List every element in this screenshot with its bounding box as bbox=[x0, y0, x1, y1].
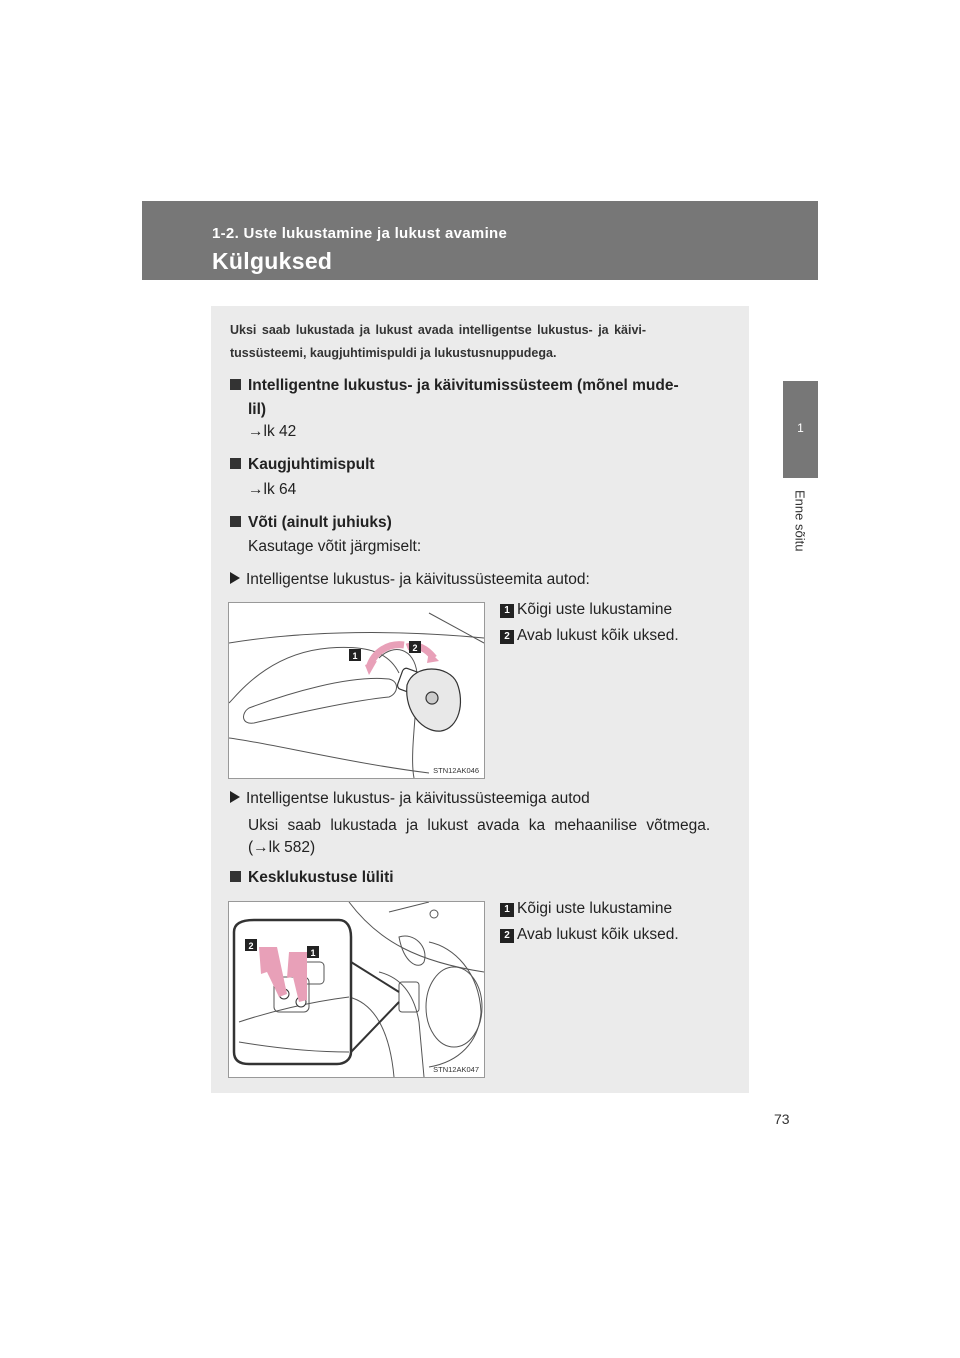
arrow-icon: → bbox=[253, 839, 269, 856]
item-title: Võti (ainult juhiuks) bbox=[248, 514, 392, 531]
sub-body-ref[interactable] bbox=[248, 839, 315, 857]
step-1 bbox=[500, 601, 672, 619]
sub-heading bbox=[230, 571, 590, 589]
lock-switch-illustration bbox=[228, 901, 485, 1078]
svg-text:2: 2 bbox=[412, 643, 418, 653]
square-bullet-icon bbox=[230, 516, 241, 527]
svg-text:1: 1 bbox=[352, 651, 358, 661]
intro-text-line1: Uksi saab lukustada ja lukust avada intelligentse lukustus- ja käivi- bbox=[230, 323, 647, 337]
step-text: Kõigi uste lukustamine bbox=[517, 601, 673, 618]
figure-id: STN12AK047 bbox=[433, 1065, 479, 1074]
page-title: Külguksed bbox=[212, 248, 333, 274]
reference-text: lk 64 bbox=[263, 481, 297, 498]
item-body: Kasutage võtit järgmiselt: bbox=[248, 538, 422, 555]
step-text: Avab lukust kõik uksed. bbox=[517, 926, 679, 943]
step-number-2: 2 bbox=[500, 929, 514, 943]
item-heading bbox=[230, 377, 679, 395]
content-box bbox=[211, 306, 749, 1093]
arrow-icon: → bbox=[248, 481, 264, 498]
item-title: Kesklukustuse lüliti bbox=[248, 869, 394, 886]
arrow-icon: → bbox=[248, 423, 264, 440]
intro-text-line2: tussüsteemi, kaugjuhtimispuldi ja lukustusnuppudega. bbox=[230, 346, 557, 360]
svg-text:1: 1 bbox=[310, 948, 316, 958]
item-heading bbox=[230, 514, 392, 532]
step-2 bbox=[500, 627, 679, 645]
door-key-illustration bbox=[228, 602, 485, 779]
chapter-title bbox=[770, 490, 830, 590]
triangle-bullet-icon bbox=[230, 572, 240, 584]
reference-text: lk 42 bbox=[263, 423, 297, 440]
triangle-bullet-icon bbox=[230, 791, 240, 803]
paren-open: ( bbox=[248, 839, 254, 856]
sub-heading-text: Intelligentse lukustus- ja käivitussüsteemita autod: bbox=[246, 571, 590, 588]
page-number: 73 bbox=[774, 1111, 790, 1127]
step-number-1: 1 bbox=[500, 604, 514, 618]
sub-heading-text: Intelligentse lukustus- ja käivitussüsteemiga autod bbox=[246, 790, 590, 807]
square-bullet-icon bbox=[230, 379, 241, 390]
svg-text:2: 2 bbox=[248, 941, 254, 951]
door-lock-switch-drawing bbox=[229, 902, 484, 1077]
page-reference[interactable] bbox=[248, 423, 296, 441]
step-text: Kõigi uste lukustamine bbox=[517, 900, 673, 917]
item-title: Kaugjuhtimispult bbox=[248, 456, 375, 473]
door-handle-key-drawing bbox=[229, 603, 484, 778]
chapter-number: 1 bbox=[797, 421, 804, 435]
item-heading bbox=[230, 869, 394, 887]
page-reference[interactable] bbox=[248, 481, 296, 499]
chapter-title-text: Enne sõitu bbox=[792, 490, 808, 552]
section-label: 1-2. Uste lukustamine ja lukust avamine bbox=[212, 225, 508, 242]
sub-heading bbox=[230, 790, 590, 808]
step-number-2: 2 bbox=[500, 630, 514, 644]
item-title-cont: lil) bbox=[248, 401, 267, 418]
item-title: Intelligentne lukustus- ja käivitumissüsteem (mõnel mude- bbox=[248, 377, 679, 394]
step-1 bbox=[500, 900, 672, 918]
step-2 bbox=[500, 926, 679, 944]
section-header bbox=[142, 201, 818, 280]
step-number-1: 1 bbox=[500, 903, 514, 917]
sub-body: Uksi saab lukustada ja lukust avada ka mehaanilise võtmega. bbox=[248, 817, 711, 834]
chapter-tab[interactable] bbox=[783, 381, 818, 478]
figure-id: STN12AK046 bbox=[433, 766, 479, 775]
reference-text: lk 582) bbox=[268, 839, 316, 856]
step-text: Avab lukust kõik uksed. bbox=[517, 627, 679, 644]
square-bullet-icon bbox=[230, 458, 241, 469]
square-bullet-icon bbox=[230, 871, 241, 882]
item-heading bbox=[230, 456, 375, 474]
